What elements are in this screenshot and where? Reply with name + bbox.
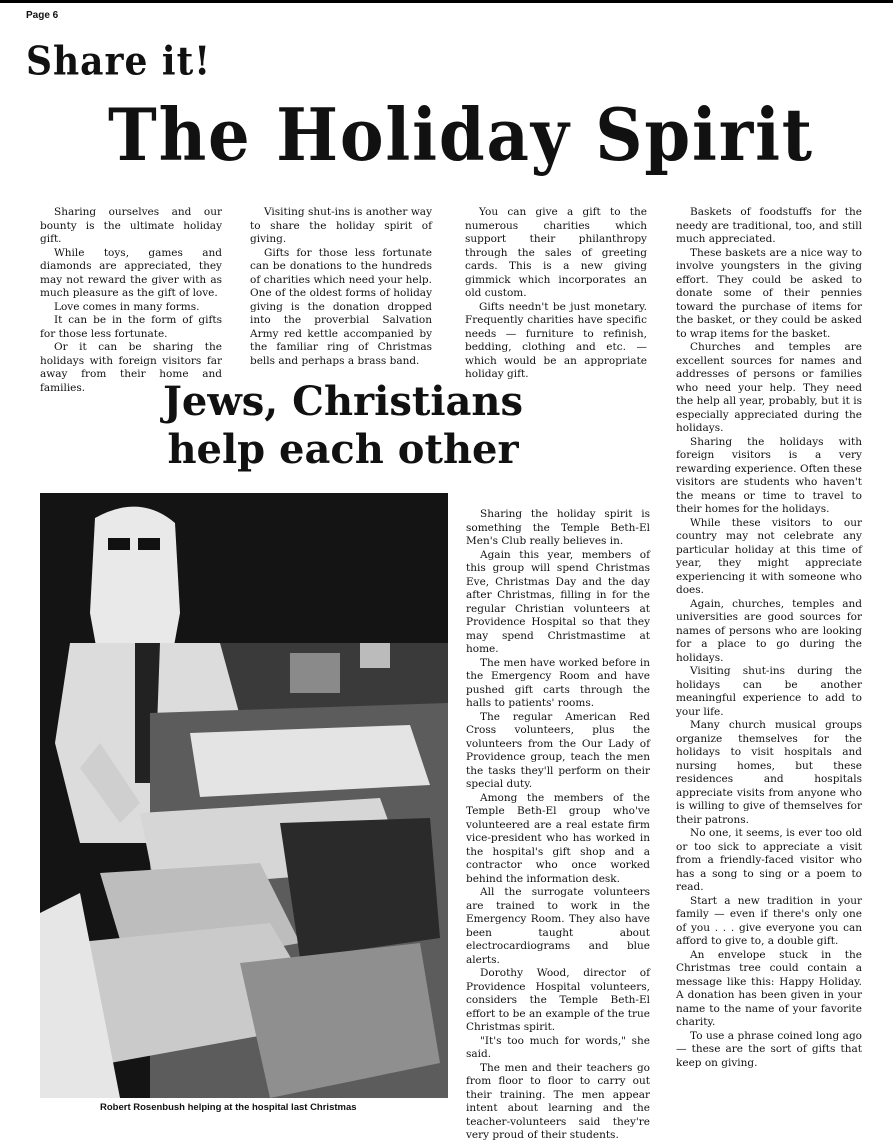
paragraph: Dorothy Wood, director of Providence Hospital volunteers, considers the Temple Beth-El effort to be an example of the true Christmas spirit. (466, 967, 650, 1033)
paragraph: It can be in the form of gifts for those less fortunate. (40, 314, 222, 340)
paragraph: Visiting shut-ins is another way to share the holiday spirit of giving. (250, 206, 432, 245)
paragraph: Sharing the holidays with foreign visitors is a very rewarding experience. Often these visitors are students who haven't the means or time to travel to their homes for the holidays. (676, 435, 862, 515)
paragraph: Sharing the holiday spirit is something the Temple Beth-El Men's Club really believes in. (466, 508, 650, 547)
paragraph: Again this year, members of this group will spend Christmas Eve, Christmas Day and the day after Christmas, filling in for the regular Christian volunteers at Providence Hospital so that they may spend Christmastime at home. (466, 548, 650, 655)
paragraph: While toys, games and diamonds are appreciated, they may not reward the giver with as much pleasure as the gift of love. (40, 246, 222, 299)
story2-headline-line1: Jews, Christians (162, 378, 524, 425)
paragraph: While these visitors to our country may not celebrate any particular holiday at this time of year, they might appreciate experiencing it with someone who does. (676, 516, 862, 596)
article-column-1 (40, 206, 222, 395)
article-column-5 (466, 508, 650, 1143)
paragraph: Love comes in many forms. (54, 300, 200, 313)
photo-caption: Robert Rosenbush helping at the hospital last Christmas (100, 1102, 357, 1113)
paragraph: Again, churches, temples and universities are good sources for names of persons who are looking for a place to go during the holidays. (676, 597, 862, 664)
paragraph: The men and their teachers go from floor to floor to carry out their training. The men appear intent about learning and the teacher-volunteers said they're very proud of their students. (466, 1061, 650, 1141)
article-column-3 (465, 206, 647, 382)
paragraph: Baskets of foodstuffs for the needy are traditional, too, and still much appreciated. (676, 206, 862, 245)
paragraph: Churches and temples are excellent sources for names and addresses of persons or families who need your help. They need the help all year, probably, but it is especially appreciated during the holidays. (676, 341, 862, 434)
story2-headline-line2: help each other (167, 426, 519, 473)
paragraph: "It's too much for words," she said. (466, 1034, 650, 1060)
paragraph: The regular American Red Cross volunteers, plus the volunteers from the Our Lady of Providence group, teach the men the tasks they'll perform on their special duty. (466, 710, 650, 790)
paragraph: Or it can be sharing the holidays with foreign visitors far away from their home and families. (40, 341, 222, 394)
top-rule (0, 0, 893, 3)
paragraph: Sharing ourselves and our bounty is the ultimate holiday gift. (40, 206, 222, 245)
paragraph: All the surrogate volunteers are trained to work in the Emergency Room. They also have been taught about electrocardiograms and blue alerts. (466, 886, 650, 966)
paragraph: No one, it seems, is ever too old or too sick to appreciate a visit from a friendly-faced visitor who has a song to sing or a poem to read. (676, 827, 862, 893)
paragraph: The men have worked before in the Emergency Room and have pushed gift carts through the halls to patients' rooms. (466, 656, 650, 709)
main-headline: The Holiday Spirit (108, 92, 814, 177)
paragraph: Among the members of the Temple Beth-El group who've volunteered are a real estate firm vice-president who has worked in the hospital's gift shop and a contractor who once worked behind the information desk. (466, 791, 650, 885)
section-kicker: Share it! (26, 38, 212, 85)
paragraph: Gifts for those less fortunate can be donations to the hundreds of charities which need your help. One of the oldest forms of holiday giving is the donation dropped into the proverbial Salvation Army red kettle accompanied by the familiar ring of Christmas bells and perhaps a brass band. (250, 246, 432, 367)
paragraph: Gifts needn't be just monetary. Frequently charities have specific needs — furniture to refinish, bedding, clothing and etc. — which would be an appropriate holiday gift. (465, 300, 647, 380)
paragraph: Visiting shut-ins during the holidays can be another meaningful experience to add to your life. (676, 665, 862, 718)
paragraph: Many church musical groups organize themselves for the holidays to visit hospitals and nursing homes, but these residences and hospitals appreciate visits from anyone who is willing to give of themselves for their patrons. (676, 719, 862, 826)
paragraph: An envelope stuck in the Christmas tree could contain a message like this: Happy Holiday. A donation has been given in your name to the name of your favorite charity. (676, 948, 862, 1028)
paragraph: These baskets are a nice way to involve youngsters in the giving effort. They could be asked to donate some of their pennies toward the purchase of items for the basket, or they could be asked to wrap items for the basket. (676, 246, 862, 340)
hospital-photo (40, 493, 448, 1098)
story2-headline (148, 378, 538, 474)
paragraph: Start a new tradition in your family — even if there's only one of you . . . give everyone you can afford to give to, a double gift. (676, 894, 862, 947)
page-number: Page 6 (26, 10, 59, 21)
article-column-2 (250, 206, 432, 368)
paragraph: You can give a gift to the numerous charities which support their philanthropy through the sales of greeting cards. This is a new giving gimmick which incorporates an old custom. (465, 206, 647, 299)
article-column-4 (676, 206, 862, 1070)
paragraph: To use a phrase coined long ago — these are the sort of gifts that keep on giving. (676, 1029, 862, 1069)
